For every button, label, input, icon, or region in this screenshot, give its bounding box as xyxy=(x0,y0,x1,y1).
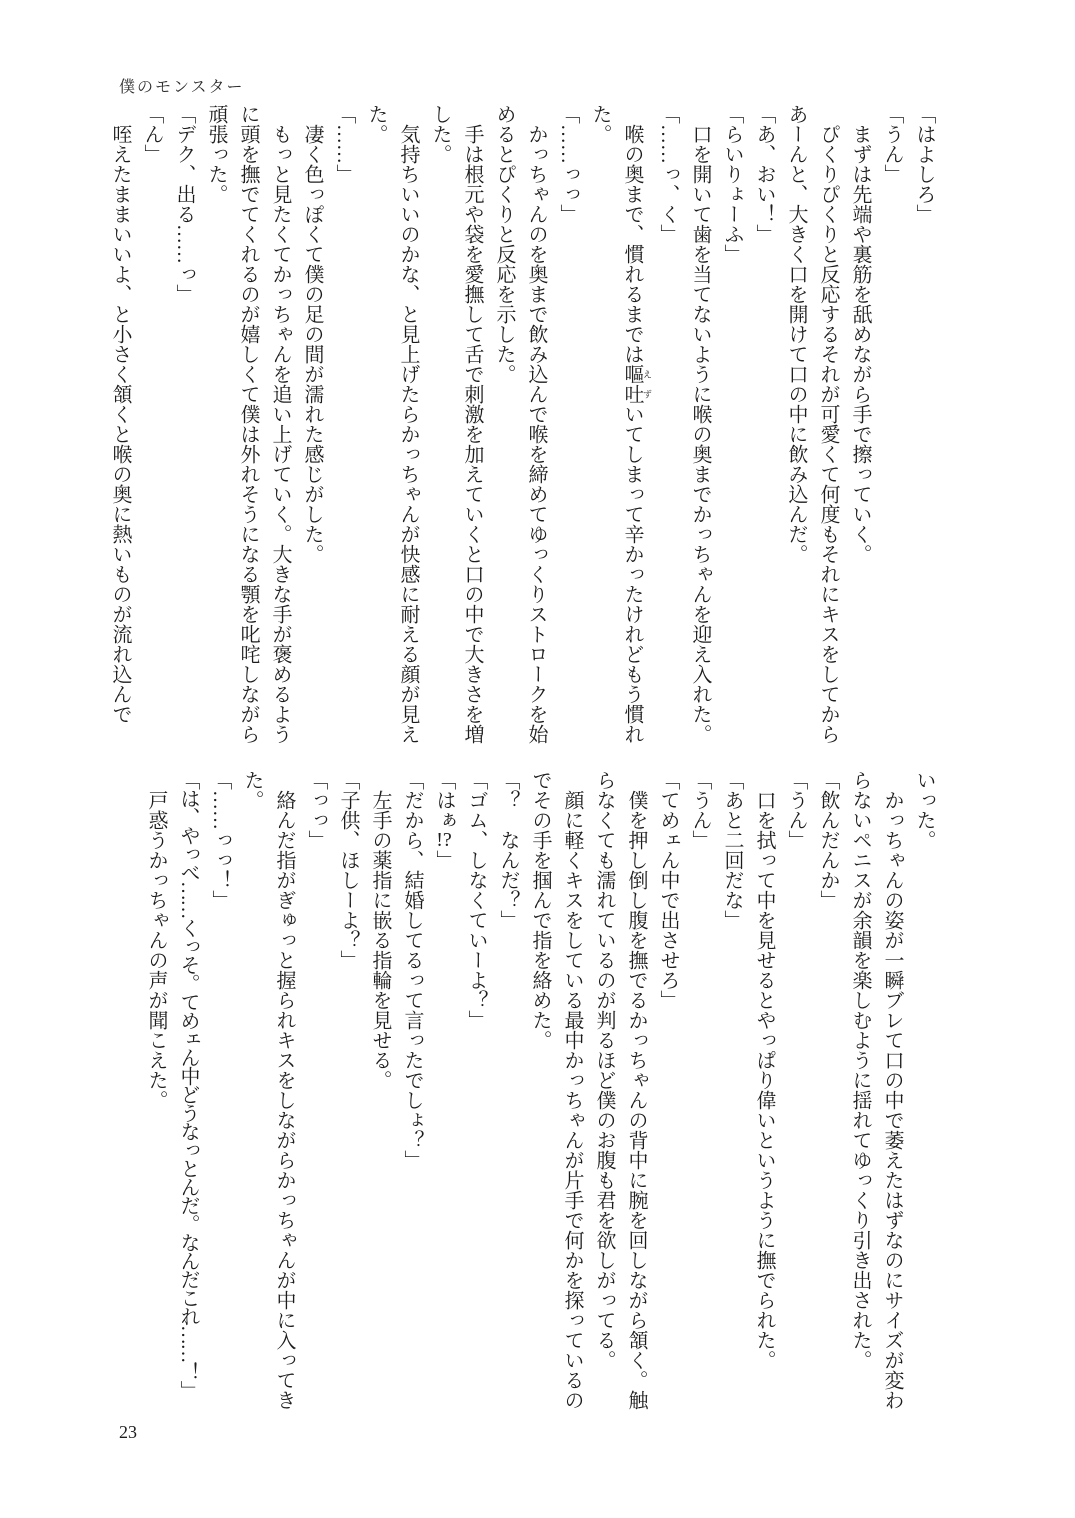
narration-paragraph: 口を拭って中を見せるとやっぱり偉いというように撫でられた。 xyxy=(753,790,775,1370)
dialogue-line: 「あ、おい！」 xyxy=(753,104,775,244)
dialogue-line: 「てめェん中で出させろ」 xyxy=(657,770,679,1010)
dialogue-line: 「あと二回だな」 xyxy=(721,770,743,930)
narration-paragraph: かっちゃんの姿が一瞬ブレて口の中で萎えたはずなのにサイズが変わらないペニスが余韻を楽しむように揺れてゆっくり引き出された。 xyxy=(849,770,903,1410)
dialogue-line: 「子供、ほしーよ？」 xyxy=(337,770,359,970)
page-number: 23 xyxy=(119,1422,137,1442)
dialogue-line: 「飲んだんか」 xyxy=(817,770,839,910)
tate-chu-yoko-text: !? xyxy=(436,830,452,850)
running-header-title: 僕のモンスター xyxy=(119,79,245,96)
narration-paragraph: 左手の薬指に嵌る指輪を見せる。 xyxy=(369,790,391,1090)
dialogue-line: 「ん」 xyxy=(141,104,163,164)
dialogue-line: 「デク、出る……っ」 xyxy=(173,104,195,304)
dialogue-line: 「っっ」 xyxy=(305,770,327,850)
dialogue-line: 「はぁ!?」 xyxy=(433,770,455,870)
dialogue-line: 「だから、結婚してるって言ったでしょ？」 xyxy=(401,770,423,1170)
top-text-block xyxy=(104,104,940,746)
narration-paragraph: 口を開いて歯を当てないように喉の奥までかっちゃんを迎え入れた。 xyxy=(689,124,711,744)
bottom-text-block xyxy=(140,770,940,1412)
dialogue-line: 「……」 xyxy=(333,104,355,184)
narration-paragraph: いった。 xyxy=(913,770,935,850)
dialogue-line: 「……っ、く」 xyxy=(657,104,679,244)
narration-paragraph: かっちゃんのを奥まで飲み込んで喉を締めてゆっくりストロークを始めるとぴくりと反応を示した。 xyxy=(493,104,547,744)
narration-paragraph: 僕を押し倒し腹を撫でるかっちゃんの背中に腕を回しながら頷く。触らなくても濡れているのが判るほど僕のお腹も君を欲しがってる。 xyxy=(593,770,647,1410)
narration-paragraph: 顔に軽くキスをしている最中かっちゃんが片手で何かを探っているのでその手を掴んで指を絡めた。 xyxy=(529,770,583,1410)
dialogue-line: 「……っっ！」 xyxy=(209,770,231,910)
dialogue-line: 「は、やっべ……くっそ。てめェん中どうなっとんだ。なんだこれ……！」 xyxy=(177,770,199,1399)
dialogue-line: 「らいりょーふ」 xyxy=(721,104,743,264)
narration-paragraph: 絡んだ指がぎゅっと握られキスをしながらかっちゃんが中に入ってきた。 xyxy=(241,770,295,1410)
narration-paragraph: 喉の奥まで、慣れるまでは嘔 え吐 ずいてしまって辛かったけれどもう慣れた。 xyxy=(589,104,652,744)
dialogue-line: 「ゴム、しなくていーよ？」 xyxy=(465,770,487,1030)
ruby-annotated-text: 嘔 え xyxy=(621,364,652,384)
narration-paragraph: ぴくりぴくりと反応するそれが可愛くて何度もそれにキスをしてからあーんと、大きく口を開けて口の中に飲み込んだ。 xyxy=(785,104,839,744)
narration-paragraph: 咥えたままいいよ、と小さく頷くと喉の奥に熱いものが流れ込んで xyxy=(109,124,131,724)
dialogue-line: 「うん」 xyxy=(689,770,711,850)
narration-paragraph: 手は根元や袋を愛撫して舌で刺激を加えていくと口の中で大きさを増した。 xyxy=(429,104,483,744)
narration-paragraph: 戸惑うかっちゃんの声が聞こえた。 xyxy=(145,790,167,1110)
dialogue-line: 「？ なんだ？」 xyxy=(497,770,519,930)
dialogue-line: 「……っっ」 xyxy=(557,104,579,224)
dialogue-line: 「うん」 xyxy=(881,104,903,184)
dialogue-line: 「はよしろ」 xyxy=(913,104,935,224)
ruby-annotated-text: 吐 ず xyxy=(621,384,652,404)
dialogue-line: 「うん」 xyxy=(785,770,807,850)
narration-paragraph: もっと見たくてかっちゃんを追い上げていく。大きな手が褒めるように頭を撫でてくれるのが嬉しくて僕は外れそうになる顎を叱咤しながら頑張った。 xyxy=(205,104,291,744)
narration-paragraph: 気持ちいいのかな、と見上げたらかっちゃんが快感に耐える顔が見えた。 xyxy=(365,104,419,744)
narration-paragraph: まずは先端や裏筋を舐めながら手で擦っていく。 xyxy=(849,124,871,564)
narration-paragraph: 凄く色っぽくて僕の足の間が濡れた感じがした。 xyxy=(301,124,323,564)
